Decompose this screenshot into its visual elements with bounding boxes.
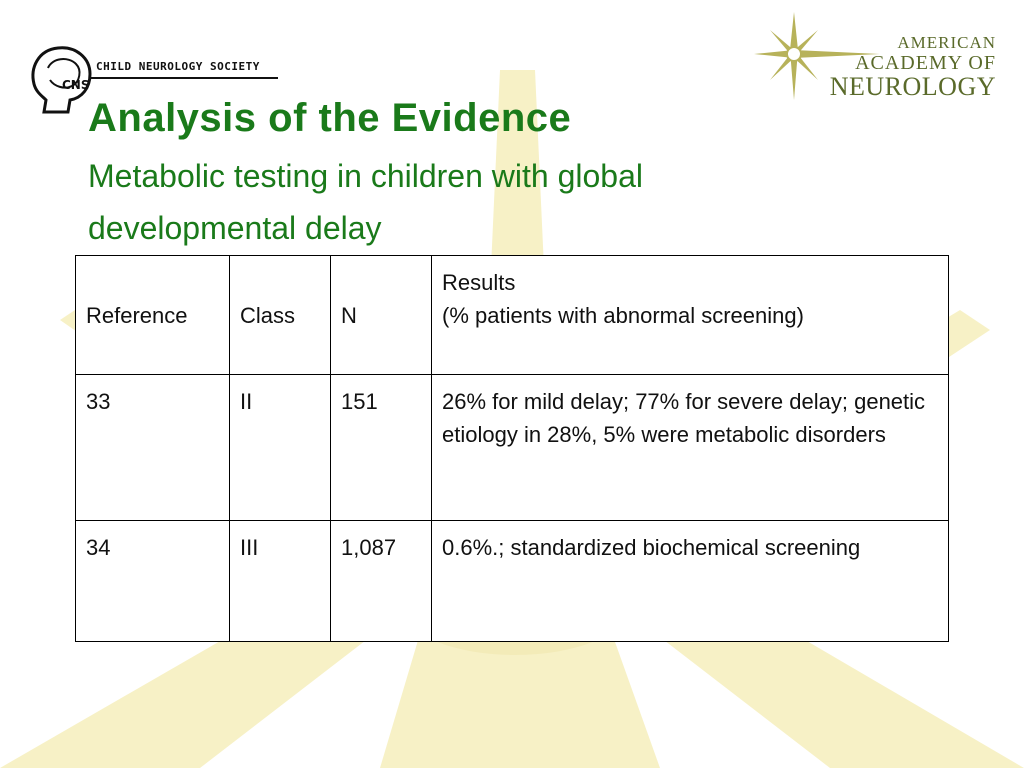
slide-subtitle: Metabolic testing in children with global developmental delay (88, 158, 643, 246)
header-class: Class (230, 256, 331, 375)
header-results-title: Results (442, 270, 516, 295)
aan-line-3: NEUROLOGY (829, 72, 996, 101)
cell-n: 1,087 (331, 521, 432, 642)
table-row (76, 521, 949, 642)
table-header-row (76, 256, 949, 375)
table-row (76, 375, 949, 521)
cell-reference: 34 (76, 521, 230, 642)
header-n: N (331, 256, 432, 375)
header-results (432, 256, 949, 375)
cns-logo-text: CHILD NEUROLOGY SOCIETY (96, 60, 260, 73)
header-results-note: (% patients with abnormal screening) (442, 303, 804, 328)
header-reference: Reference (76, 256, 230, 375)
cell-n: 151 (331, 375, 432, 521)
aan-line-2: ACADEMY OF (855, 52, 996, 74)
aan-logo (830, 34, 996, 100)
cell-class: III (230, 521, 331, 642)
evidence-table (75, 255, 949, 642)
cns-logo-mark: CNS (62, 78, 90, 92)
cell-results: 26% for mild delay; 77% for severe delay; genetic etiology in 28%, 5% were metabolic disorders (432, 375, 949, 521)
cell-reference: 33 (76, 375, 230, 521)
cell-results: 0.6%.; standardized biochemical screening (432, 521, 949, 642)
cell-class: II (230, 375, 331, 521)
aan-line-1: AMERICAN (897, 33, 996, 52)
slide-title: Analysis of the Evidence (88, 96, 572, 140)
